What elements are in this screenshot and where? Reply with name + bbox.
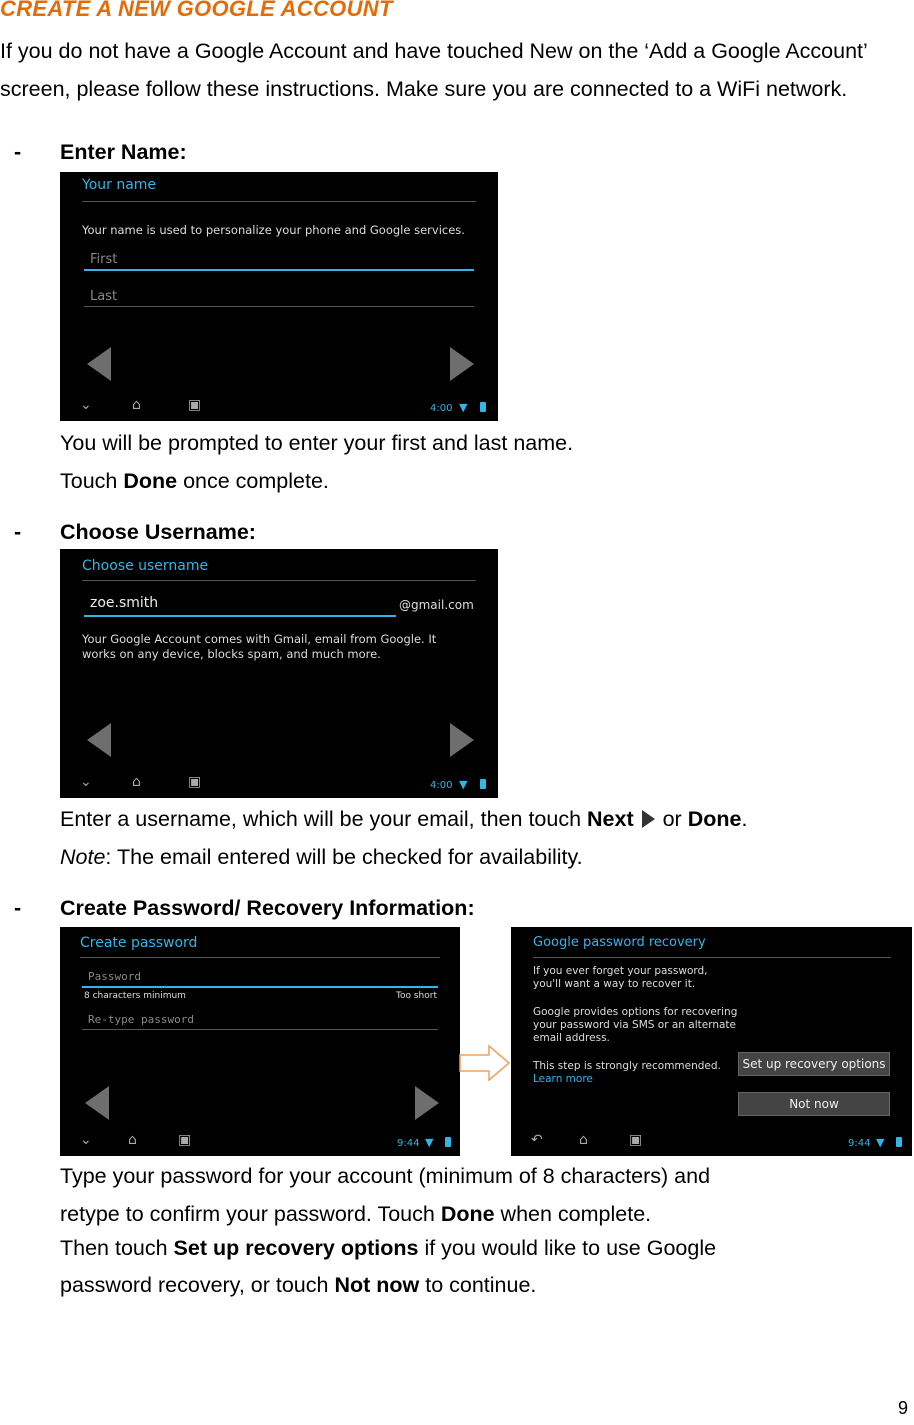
recents-nav-icon[interactable]: ▣ bbox=[188, 397, 202, 413]
username-underline bbox=[84, 615, 396, 617]
last-name-field[interactable]: Last bbox=[90, 289, 118, 304]
back-nav-icon[interactable]: ⌄ bbox=[80, 1132, 92, 1148]
recents-nav-icon[interactable]: ▣ bbox=[178, 1132, 192, 1148]
header-divider bbox=[533, 957, 891, 958]
email-domain: @gmail.com bbox=[399, 598, 474, 612]
battery-icon bbox=[480, 779, 486, 789]
name-instruction-2: Touch Done once complete. bbox=[60, 469, 329, 493]
username-instruction-2: Note: The email entered will be checked for availability. bbox=[60, 845, 583, 869]
username-instruction-1: Enter a username, which will be your email, then touch Next or Done. bbox=[60, 807, 748, 831]
retype-underline bbox=[82, 1029, 438, 1030]
last-name-underline bbox=[84, 306, 474, 307]
recovery-paragraph-1: If you ever forget your password, you'll want a way to recover it. bbox=[533, 965, 708, 990]
password-instruction-3: Then touch Set up recovery options if you would like to use Google bbox=[60, 1236, 717, 1260]
system-bar bbox=[60, 395, 498, 421]
learn-more-link[interactable]: Learn more bbox=[533, 1073, 593, 1085]
battery-icon bbox=[896, 1137, 902, 1147]
password-field[interactable]: Password bbox=[88, 970, 141, 983]
password-strength: Too short bbox=[396, 991, 437, 1001]
setup-recovery-button[interactable]: Set up recovery options bbox=[738, 1052, 890, 1076]
recents-nav-icon[interactable]: ▣ bbox=[188, 774, 202, 790]
wifi-icon: ▼ bbox=[425, 1136, 434, 1149]
next-triangle-icon bbox=[642, 810, 655, 828]
right-arrow-icon bbox=[459, 1044, 511, 1082]
back-nav-icon[interactable]: ⌄ bbox=[80, 774, 92, 790]
clock: 4:00 bbox=[430, 403, 453, 414]
recents-nav-icon[interactable]: ▣ bbox=[629, 1132, 643, 1148]
screenshot-create-password bbox=[60, 927, 460, 1156]
page-number: 9 bbox=[897, 1398, 908, 1418]
screenshot-enter-name bbox=[60, 172, 498, 421]
back-arrow-icon[interactable] bbox=[87, 347, 111, 381]
clock: 4:00 bbox=[430, 780, 453, 791]
section-heading-name: - Enter Name: bbox=[14, 140, 187, 164]
recovery-paragraph-3: This step is strongly recommended. bbox=[533, 1060, 721, 1072]
screen-header: Google password recovery bbox=[533, 935, 706, 950]
home-nav-icon[interactable]: ⌂ bbox=[128, 1132, 137, 1148]
bullet-dash: - bbox=[14, 520, 22, 544]
password-underline bbox=[82, 986, 438, 988]
screen-header: Create password bbox=[80, 935, 198, 951]
system-bar bbox=[60, 1130, 460, 1156]
wifi-icon: ▼ bbox=[459, 401, 468, 414]
wifi-icon: ▼ bbox=[459, 778, 468, 791]
section-heading-username: - Choose Username: bbox=[14, 520, 256, 544]
page-title: CREATE A NEW GOOGLE ACCOUNT bbox=[0, 0, 393, 21]
clock: 9:44 bbox=[397, 1138, 420, 1149]
section-heading-password: - Create Password/ Recovery Information: bbox=[14, 896, 475, 920]
screenshot-choose-username bbox=[60, 549, 498, 798]
back-nav-icon[interactable]: ↶ bbox=[531, 1132, 543, 1148]
back-nav-icon[interactable]: ⌄ bbox=[80, 397, 92, 413]
header-divider bbox=[80, 957, 440, 958]
bullet-dash: - bbox=[14, 896, 22, 920]
name-instruction-1: You will be prompted to enter your first and last name. bbox=[60, 431, 574, 455]
back-arrow-icon[interactable] bbox=[87, 723, 111, 757]
clock: 9:44 bbox=[848, 1138, 871, 1149]
home-nav-icon[interactable]: ⌂ bbox=[132, 774, 141, 790]
screen-header: Choose username bbox=[82, 558, 209, 574]
battery-icon bbox=[480, 402, 486, 412]
home-nav-icon[interactable]: ⌂ bbox=[579, 1132, 588, 1148]
header-divider bbox=[82, 580, 476, 581]
password-instruction-4: password recovery, or touch Not now to continue. bbox=[60, 1273, 537, 1297]
recovery-paragraph-2: Google provides options for recovering your password via SMS or an alternate email address. bbox=[533, 1006, 738, 1044]
username-field[interactable]: zoe.smith bbox=[90, 595, 159, 611]
system-bar bbox=[511, 1130, 912, 1156]
password-instruction-1: Type your password for your account (minimum of 8 characters) and bbox=[60, 1164, 711, 1188]
intro-paragraph: If you do not have a Google Account and have touched New on the ‘Add a Google Account’ screen, please follow these instructions. Make sure you are connected to a WiFi network. bbox=[0, 39, 867, 101]
system-bar bbox=[60, 772, 498, 798]
battery-icon bbox=[445, 1137, 451, 1147]
home-nav-icon[interactable]: ⌂ bbox=[132, 397, 141, 413]
bullet-dash: - bbox=[14, 140, 22, 164]
screen-header: Your name bbox=[82, 177, 157, 193]
next-arrow-icon[interactable] bbox=[450, 723, 474, 757]
next-arrow-icon[interactable] bbox=[450, 347, 474, 381]
password-instruction-2: retype to confirm your password. Touch Done when complete. bbox=[60, 1202, 652, 1226]
first-name-field[interactable]: First bbox=[90, 252, 118, 267]
retype-password-field[interactable]: Re-type password bbox=[88, 1013, 194, 1026]
not-now-button[interactable]: Not now bbox=[738, 1092, 890, 1116]
header-divider bbox=[82, 201, 476, 202]
first-name-underline bbox=[84, 269, 474, 271]
wifi-icon: ▼ bbox=[876, 1136, 885, 1149]
screenshot-password-recovery bbox=[511, 927, 912, 1156]
back-arrow-icon[interactable] bbox=[85, 1086, 109, 1120]
screen-description: Your name is used to personalize your phone and Google services. bbox=[82, 223, 465, 237]
next-arrow-icon[interactable] bbox=[415, 1086, 439, 1120]
screen-description: Your Google Account comes with Gmail, email from Google. It works on any device, blocks spam, and much more. bbox=[82, 632, 437, 661]
password-hint: 8 characters minimum bbox=[84, 991, 186, 1001]
